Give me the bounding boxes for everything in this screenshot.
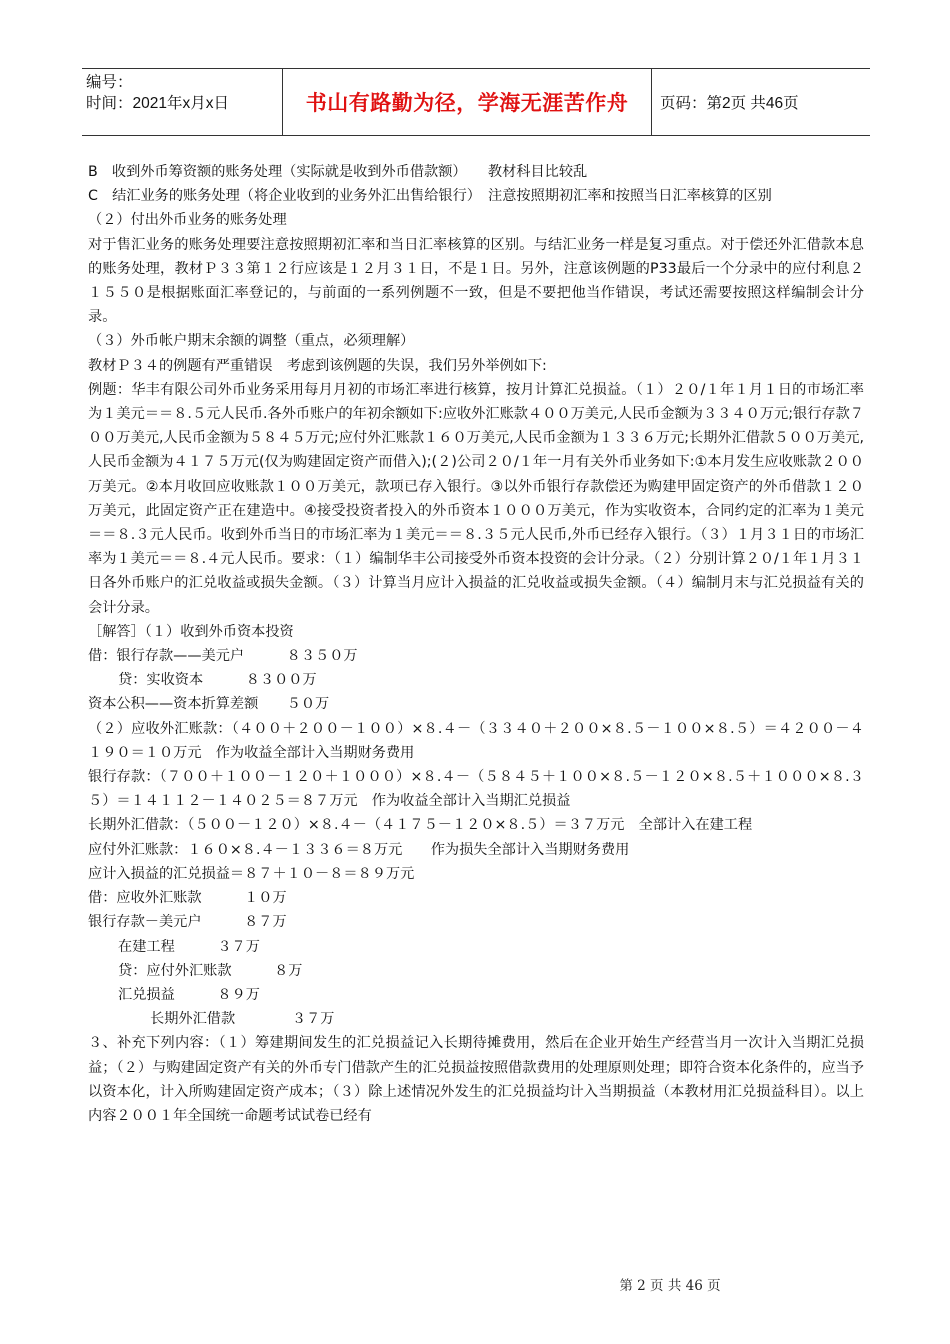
header-meta [82, 69, 282, 135]
paragraph-textbook-error: 教材Ｐ３４的例题有严重错误 考虑到该例题的失误，我们另外举例如下: [88, 357, 547, 374]
calc-payable: 应付外汇账款：１６０×８.４－１３３６＝８万元 作为损失全部计入当期财务费用 [88, 841, 630, 858]
entry-credit-capital: 贷：实收资本 ８３００万 [118, 672, 317, 689]
page-header [82, 68, 870, 136]
calc-long-term-loan: 长期外汇借款：（５００－１２０）×８.４－（４１７５－１２０×８.５）＝３７万元 全部计入在建工程 [88, 817, 753, 834]
answer-heading: ［解答］（１）收到外币资本投资 [88, 623, 294, 640]
document-body [88, 160, 864, 1128]
entry-long-term-loan: 长期外汇借款 ３７万 [150, 1011, 335, 1028]
paragraph-sale-exchange: 对于售汇业务的账务处理要注意按照期初汇率和当日汇率核算的区别。与结汇业务一样是复习重点。对于偿还外汇借款本息的账务处理，教材Ｐ３３第１２行应该是１２月３１日，不是１日。另外，注意该例题的P33最后一个分录中的应付利息２１５５０是根据账面汇率登记的，与前面的一系列例题不一致，但是不要把他当作错误，考试还需要按照这样编制会计分录。 [88, 236, 864, 326]
entry-debit-bank: 借：银行存款——美元户 ８３５０万 [88, 648, 358, 665]
entry-construction: 在建工程 ３７万 [118, 938, 260, 955]
paragraph-b: B 收到外币筹资额的账务处理（实际就是收到外币借款额） 教材科目比较乱 [88, 164, 588, 180]
entry-exchange-gain: 汇兑损益 ８９万 [118, 986, 260, 1003]
header-page-label: 页码：第2页 共46页 [660, 95, 799, 112]
section-heading-2: （２）付出外币业务的账务处理 [88, 212, 287, 229]
section-heading-3: （３）外币帐户期末余额的调整（重点，必须理解） [88, 333, 415, 350]
calc-total: 应计入损益的汇兑损益＝８７＋１０－８＝８９万元 [88, 865, 415, 882]
entry-capital-reserve: 资本公积——资本折算差额 ５０万 [88, 696, 330, 713]
paragraph-c: C 结汇业务的账务处理（将企业收到的业务外汇出售给银行） 注意按照期初汇率和按照当日汇率核算的区别 [88, 188, 772, 205]
page-footer: 第 2 页 共 46 页 [619, 1278, 721, 1294]
number-label: 编号： [86, 74, 133, 91]
paragraph-example: 例题：华丰有限公司外币业务采用每月月初的市场汇率进行核算，按月计算汇兑损益。（１）２０/１年１月１日的市场汇率为１美元＝＝８.５元人民币.各外币账户的年初余额如下:应收外汇账款４００万美元,人民币金额为３３４０万元;银行存款７００万美元,人民币金额为５８４５万元;应付外汇账款１６０万美元,人民币金额为１３３６万元;长期外汇借款５００万美元,人民币金额为４１７５万元(仅为购建固定资产而借入);(２)公司２０/１年一月有关外币业务如下:①本月发生应收账款２００万美元。②本月收回应收账款１００万美元，款项已存入银行。③以外币银行存款偿还为购建甲固定资产的外币借款１２０万美元，此固定资产正在建造中。④接受投资者投入的外币资本１０００万美元，作为实收资本，合同约定的汇率为１美元＝＝８.３元人民币。收到外币当日的市场汇率为１美元＝＝８.３５元人民币,外币已经存入银行。（３）１月３１日的市场汇率为１美元＝＝８.４元人民币。要求：（１）编制华丰公司接受外币资本投资的会计分录。（２）分别计算２０/１年１月３１日各外币账户的汇兑收益或损失金额。（３）计算当月应计入损益的汇兑收益或损失金额。（４）编制月末与汇兑损益有关的会计分录。 [88, 381, 864, 616]
date-label: 时间：2021年x月x日 [86, 95, 229, 112]
header-motto: 书山有路勤为径，学海无涯苦作舟 [282, 69, 652, 135]
entry-bank-usd: 银行存款－美元户 ８７万 [88, 914, 287, 931]
paragraph-supplement: ３、补充下列内容：（１）筹建期间发生的汇兑损益记入长期待摊费用，然后在企业开始生产经营当月一次计入当期汇兑损益；（２）与购建固定资产有关的外币专门借款产生的汇兑损益按照借款费用的处理原则处理；即符合资本化条件的，应当予以资本化，计入所购建固定资产成本；（３）除上述情况外发生的汇兑损益均计入当期损益（本教材用汇兑损益科目）。以上内容２００１年全国统一命题考试试卷已经有 [88, 1035, 864, 1124]
entry-credit-payable: 贷：应付外汇账款 ８万 [118, 962, 303, 979]
calc-bank: 银行存款：（７００＋１００－１２０＋１０００）×８.４－（５８４５＋１００×８.５－１２０×８.５＋１０００×８.３５）＝１４１１２－１４０２５＝８７万元 作为收益全部计入当期汇兑损益 [88, 769, 864, 810]
calc-receivable: （２）应收外汇账款：（４００＋２００－１００）×８.４－（３３４０＋２００×８.５－１００×８.５）＝４２００－４１９０＝１０万元 作为收益全部计入当期财务费用 [88, 720, 864, 761]
entry-debit-receivable: 借：应收外汇账款 １０万 [88, 890, 287, 907]
